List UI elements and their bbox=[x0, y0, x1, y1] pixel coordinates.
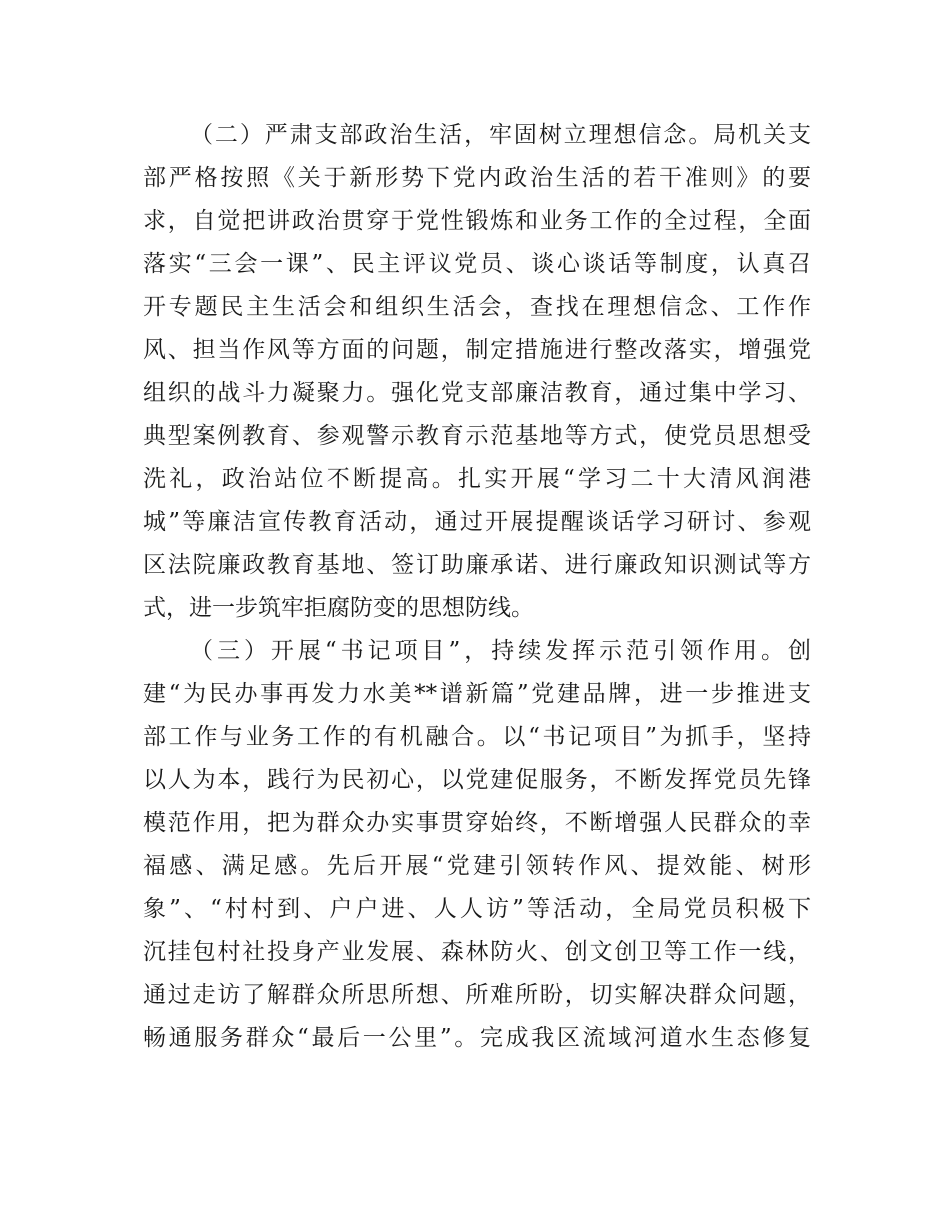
text-line: 洗礼，政治站位不断提高。扎实开展“学习二十大清风润港 bbox=[143, 466, 811, 492]
text-line: 建“为民办事再发力水美**谱新篇”党建品牌，进一步推进支 bbox=[143, 681, 811, 707]
text-line: 落实“三会一课”、民主评议党员、谈心谈话等制度，认真召 bbox=[143, 251, 811, 277]
text-line: 区法院廉政教育基地、签订助廉承诺、进行廉政知识测试等方 bbox=[143, 552, 811, 578]
text-line: 部严格按照《关于新形势下党内政治生活的若干准则》的要 bbox=[143, 165, 811, 191]
text-line: 以人为本，践行为民初心，以党建促服务，不断发挥党员先锋 bbox=[143, 767, 811, 793]
text-line: 沉挂包村社投身产业发展、森林防火、创文创卫等工作一线， bbox=[143, 939, 811, 965]
text-line: 求，自觉把讲政治贯穿于党性锻炼和业务工作的全过程，全面 bbox=[143, 208, 811, 234]
text-line: 通过走访了解群众所思所想、所难所盼，切实解决群众问题， bbox=[143, 982, 811, 1008]
text-line: 组织的战斗力凝聚力。强化党支部廉洁教育，通过集中学习、 bbox=[143, 380, 811, 406]
text-line: 福感、满足感。先后开展“党建引领转作风、提效能、树形 bbox=[143, 853, 811, 879]
text-line: 部工作与业务工作的有机融合。以“书记项目”为抓手，坚持 bbox=[143, 724, 811, 750]
text-line: （三）开展“书记项目”，持续发挥示范引领作用。创 bbox=[190, 638, 811, 664]
text-line: 象”、“村村到、户户进、人人访”等活动，全局党员积极下 bbox=[143, 896, 811, 922]
text-line: 式，进一步筑牢拒腐防变的思想防线。 bbox=[143, 595, 534, 621]
text-line: 畅通服务群众“最后一公里”。完成我区流域河道水生态修复 bbox=[143, 1025, 811, 1051]
text-line: 开专题民主生活会和组织生活会，查找在理想信念、工作作 bbox=[143, 294, 811, 320]
text-line: （二）严肃支部政治生活，牢固树立理想信念。局机关支 bbox=[190, 122, 811, 148]
text-line: 城”等廉洁宣传教育活动，通过开展提醒谈话学习研讨、参观 bbox=[143, 509, 811, 535]
text-line: 典型案例教育、参观警示教育示范基地等方式，使党员思想受 bbox=[143, 423, 811, 449]
text-line: 模范作用，把为群众办实事贯穿始终，不断增强人民群众的幸 bbox=[143, 810, 811, 836]
text-line: 风、担当作风等方面的问题，制定措施进行整改落实，增强党 bbox=[143, 337, 811, 363]
